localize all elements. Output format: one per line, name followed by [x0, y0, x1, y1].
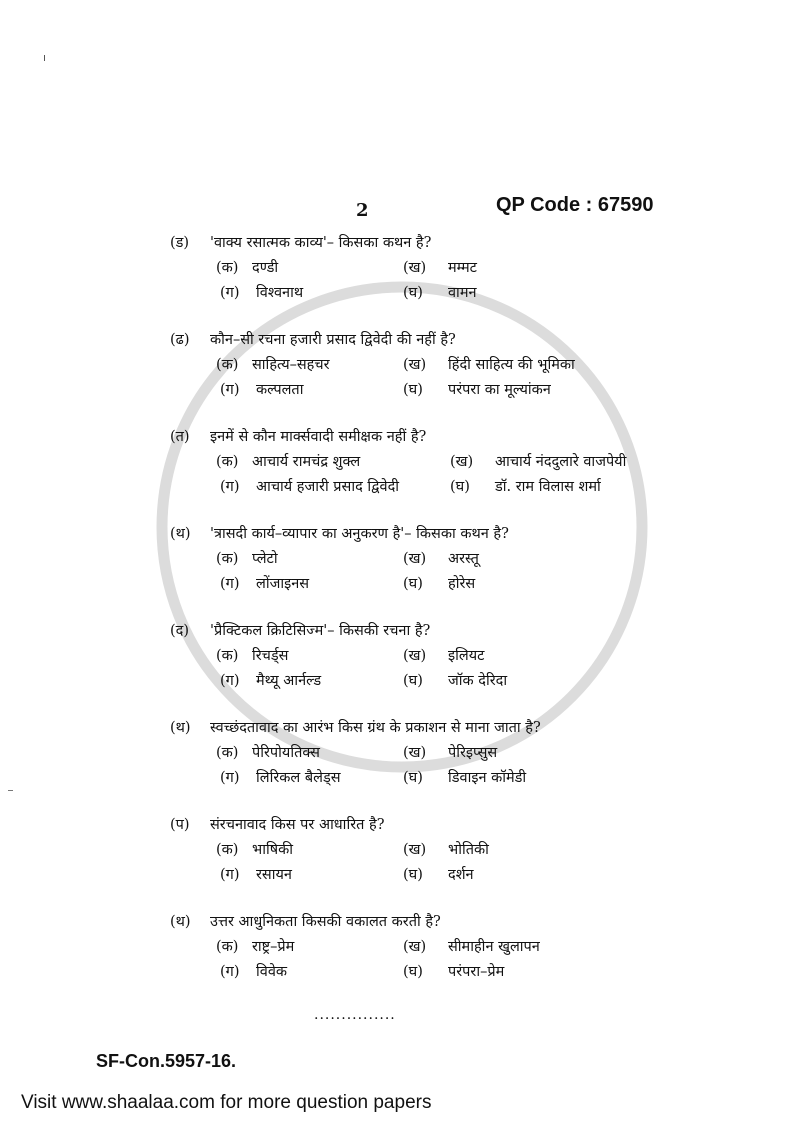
qp-code: QP Code : 67590 [496, 194, 654, 216]
option-text: पेरिइप्सुस [448, 745, 498, 761]
option-text: भोतिकी [448, 842, 489, 858]
option-label: (घ) [403, 964, 423, 980]
option-text: डिवाइन कॉमेडी [448, 770, 527, 786]
option-label: (घ) [403, 285, 423, 301]
option-text: परंपरा का मूल्यांकन [448, 382, 551, 398]
question-label: (त) [170, 429, 190, 445]
question-label: (थ) [170, 526, 191, 542]
option-row [170, 863, 760, 888]
question-label: (प) [170, 817, 190, 833]
option-text: लिरिकल बैलेड्स [256, 770, 341, 786]
question-label: (द) [170, 623, 190, 639]
option-label: (ख) [403, 357, 427, 373]
option-text: विवेक [256, 964, 288, 980]
option-text: आचार्य हजारी प्रसाद द्विवेदी [256, 479, 400, 495]
question-text: स्वच्छंदतावाद का आरंभ किस ग्रंथ के प्रकाशन से माना जाता है? [210, 720, 541, 736]
option-label: (घ) [403, 382, 423, 398]
question-label: (ड) [170, 235, 190, 251]
question-label: (ढ) [170, 332, 190, 348]
question [170, 910, 760, 985]
question-stem [170, 231, 760, 256]
question-stem [170, 716, 760, 741]
option-label: (ग) [220, 576, 240, 592]
option-label: (ग) [220, 479, 240, 495]
option-label: (क) [216, 745, 239, 761]
option-row [170, 256, 760, 281]
option-text: वामन [448, 285, 477, 301]
option-label: (ख) [403, 648, 427, 664]
option-label: (घ) [403, 673, 423, 689]
option-row [170, 960, 760, 985]
option-row [170, 838, 760, 863]
question [170, 813, 760, 888]
option-row [170, 766, 760, 791]
option-row [170, 475, 760, 500]
option-text: विश्वनाथ [256, 285, 304, 301]
option-label: (क) [216, 551, 239, 567]
option-label: (ख) [403, 939, 427, 955]
option-label: (घ) [450, 479, 470, 495]
option-text: दण्डी [252, 260, 279, 276]
option-text: प्लेटो [252, 551, 278, 567]
option-label: (ग) [220, 770, 240, 786]
option-text: होरेस [448, 576, 476, 592]
option-text: साहित्य–सहचर [252, 357, 330, 373]
option-label: (ग) [220, 382, 240, 398]
option-row [170, 281, 760, 306]
option-text: इलियट [448, 648, 485, 664]
question-text: 'त्रासदी कार्य–व्यापार का अनुकरण है'– किसका कथन है? [210, 526, 509, 542]
question-text: कौन–सी रचना हजारी प्रसाद द्विवेदी की नहीं है? [210, 332, 456, 348]
question [170, 425, 760, 500]
option-row [170, 547, 760, 572]
option-label: (घ) [403, 867, 423, 883]
option-label: (क) [216, 939, 239, 955]
question-list [170, 231, 760, 985]
question [170, 619, 760, 694]
option-row [170, 935, 760, 960]
option-row [170, 644, 760, 669]
question [170, 231, 760, 306]
question-label: (थ) [170, 720, 191, 736]
option-text: डॉ. राम विलास शर्मा [495, 479, 601, 495]
option-label: (क) [216, 842, 239, 858]
option-row [170, 450, 760, 475]
option-row [170, 741, 760, 766]
option-label: (ख) [403, 842, 427, 858]
question-stem [170, 425, 760, 450]
question [170, 328, 760, 403]
option-text: लोंजाइनस [256, 576, 310, 592]
option-row [170, 669, 760, 694]
option-row [170, 378, 760, 403]
question-text: इनमें से कौन मार्क्सवादी समीक्षक नहीं है? [210, 429, 427, 445]
option-text: कल्पलता [256, 382, 304, 398]
option-text: राष्ट्र–प्रेम [252, 939, 295, 955]
option-label: (ख) [403, 551, 427, 567]
option-text: दर्शन [448, 867, 474, 883]
question [170, 522, 760, 597]
question-text: 'वाक्य रसात्मक काव्य'– किसका कथन है? [210, 235, 432, 251]
end-marker: ............... [314, 1007, 396, 1023]
paper-code: SF-Con.5957-16. [96, 1051, 237, 1071]
option-label: (क) [216, 260, 239, 276]
option-label: (ख) [403, 260, 427, 276]
option-label: (क) [216, 648, 239, 664]
question-stem [170, 910, 760, 935]
option-label: (क) [216, 357, 239, 373]
visit-notice: Visit www.shaalaa.com for more question papers [21, 1092, 432, 1113]
option-row [170, 353, 760, 378]
option-text: पेरिपोयतिक्स [252, 745, 320, 761]
option-text: सीमाहीन खुलापन [448, 939, 540, 955]
question-text: संरचनावाद किस पर आधारित है? [210, 817, 385, 833]
page-number: 2 [356, 200, 369, 221]
option-label: (क) [216, 454, 239, 470]
option-label: (घ) [403, 770, 423, 786]
question-text: 'प्रैक्टिकल क्रिटिसिज्म'– किसकी रचना है? [210, 623, 431, 639]
option-text: रसायन [256, 867, 292, 883]
option-text: जॉक देरिदा [448, 673, 508, 689]
question-label: (थ) [170, 914, 191, 930]
option-row [170, 572, 760, 597]
option-label: (ग) [220, 285, 240, 301]
question-stem [170, 813, 760, 838]
option-text: परंपरा–प्रेम [448, 964, 505, 980]
option-label: (ख) [403, 745, 427, 761]
option-label: (घ) [403, 576, 423, 592]
question [170, 716, 760, 791]
question-stem [170, 522, 760, 547]
option-label: (ग) [220, 964, 240, 980]
question-text: उत्तर आधुनिकता किसकी वकालत करती है? [210, 914, 441, 930]
option-label: (ग) [220, 867, 240, 883]
option-text: हिंदी साहित्य की भूमिका [448, 357, 575, 373]
option-label: (ग) [220, 673, 240, 689]
question-stem [170, 328, 760, 353]
option-text: आचार्य रामचंद्र शुक्ल [252, 454, 361, 470]
option-text: आचार्य नंददुलारे वाजपेयी [495, 454, 627, 470]
option-text: मम्मट [448, 260, 477, 276]
option-text: मैथ्यू आर्नल्ड [256, 673, 322, 689]
option-label: (ख) [450, 454, 474, 470]
question-stem [170, 619, 760, 644]
option-text: भाषिकी [252, 842, 293, 858]
option-text: रिचर्ड्स [252, 648, 289, 664]
option-text: अरस्तू [448, 551, 479, 567]
